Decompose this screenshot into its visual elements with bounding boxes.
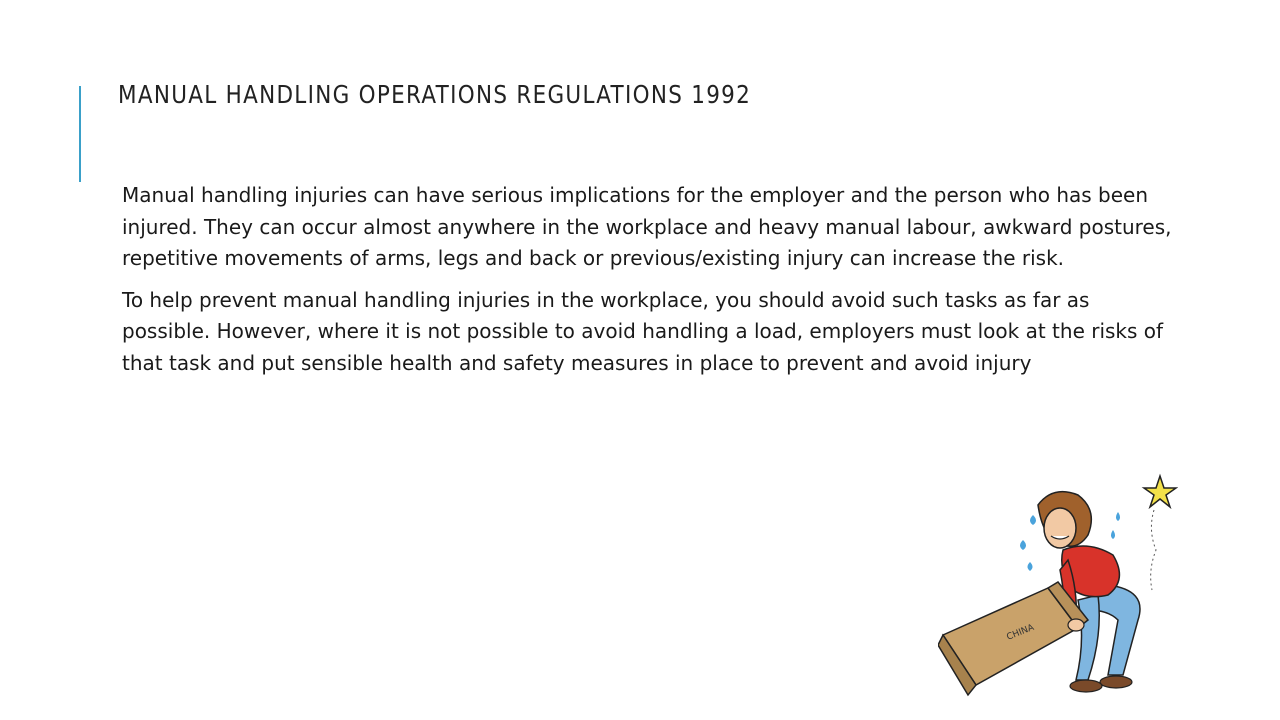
title-accent-bar	[79, 86, 81, 182]
slide-body	[122, 180, 1172, 389]
slide-title: MANUAL HANDLING OPERATIONS REGULATIONS 1992	[118, 80, 752, 109]
body-paragraph-1: Manual handling injuries can have serious implications for the employer and the person who has been injured. They can occur almost anywhere in the workplace and heavy manual labour, awkward postures, repetitive movements of arms, legs and back or previous/existing injury can increase the risk.	[122, 183, 1172, 270]
body-paragraph-2: To help prevent manual handling injuries in the workplace, you should avoid such tasks as far as possible. However, where it is not possible to avoid handling a load, employers must look at the risks of that task and put sensible health and safety measures in place to prevent and avoid injury	[122, 287, 1164, 375]
person-lifting-box-icon	[938, 470, 1178, 700]
box-label: CHINA	[1005, 622, 1036, 643]
sweat-drop-icon	[1030, 515, 1036, 525]
star-icon	[1144, 476, 1176, 507]
